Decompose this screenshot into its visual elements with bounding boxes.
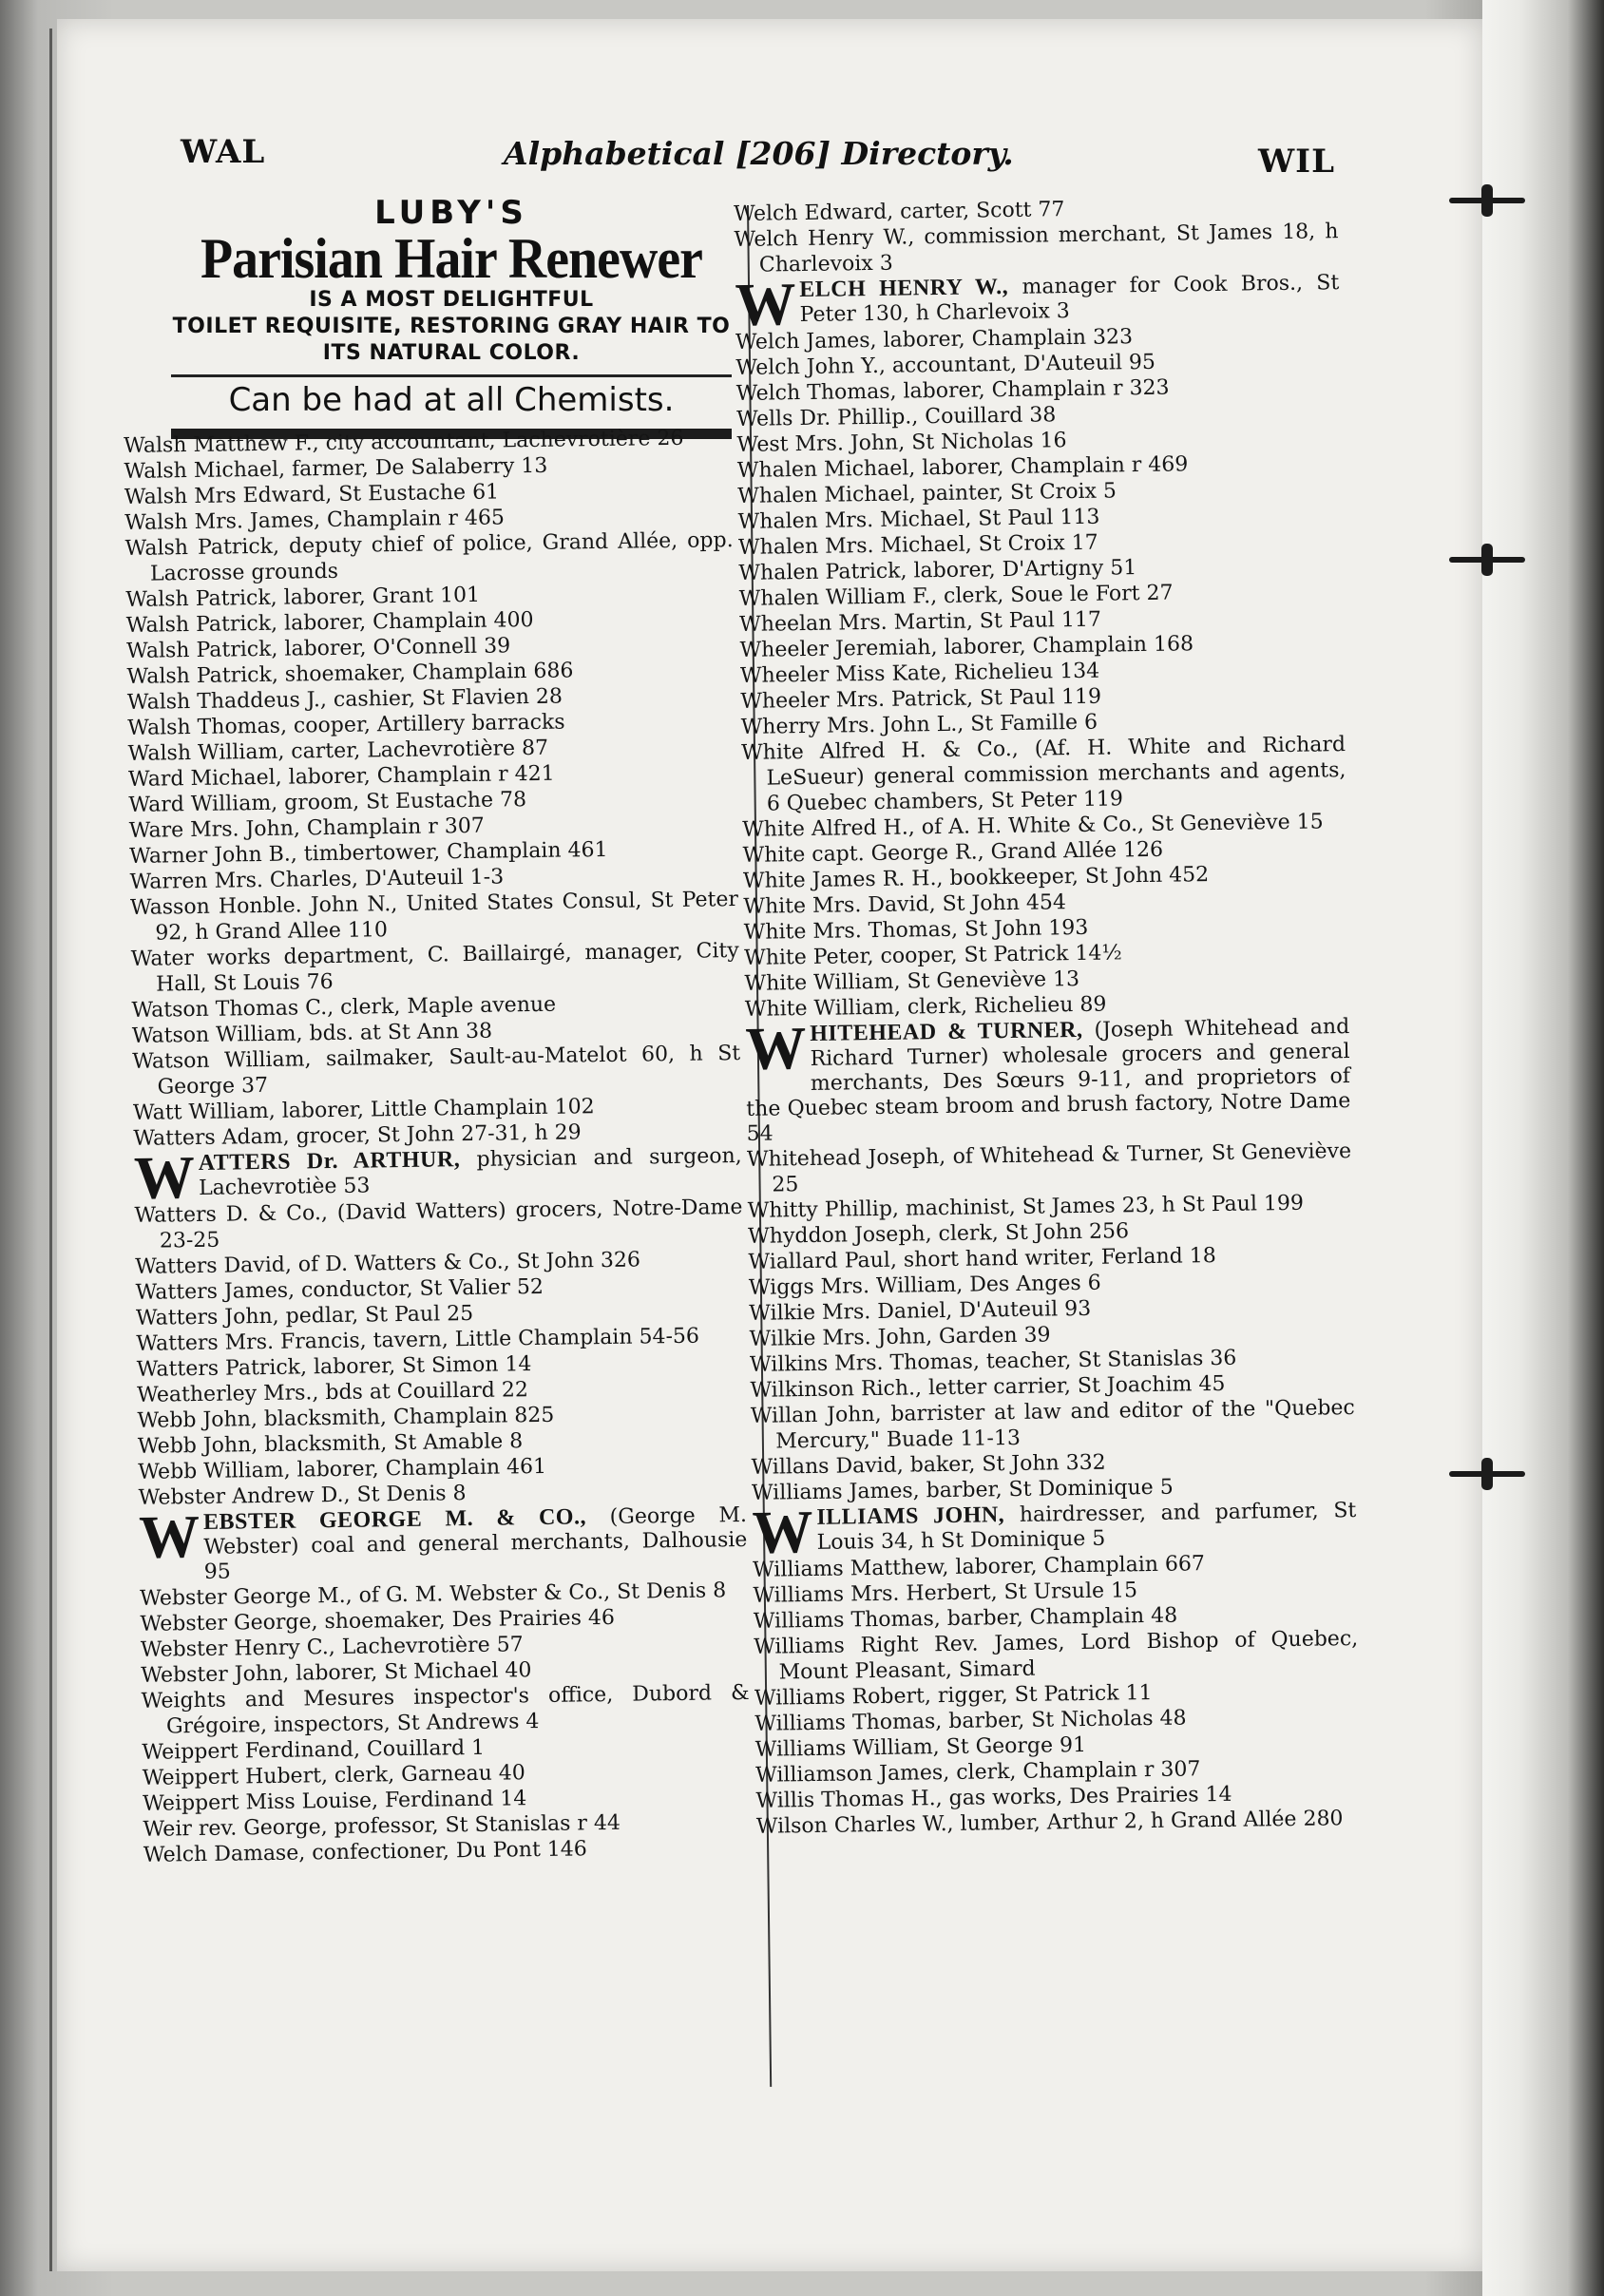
- directory-entry: Wheeler Mrs. Patrick, St Paul 119: [740, 684, 1102, 714]
- directory-entry: Whalen Mrs. Michael, St Paul 113: [737, 505, 1100, 534]
- directory-entry: Webb John, blacksmith, St Amable 8: [137, 1429, 524, 1459]
- directory-entry: Weippert Miss Louise, Ferdinand 14: [142, 1787, 527, 1816]
- directory-entry: Welch Thomas, laborer, Champlain r 323: [735, 375, 1170, 406]
- directory-entry: Watters James, conductor, St Valier 52: [135, 1274, 544, 1305]
- directory-entry: Walsh William, carter, Lachevrotière 87: [127, 736, 549, 766]
- directory-entry: Weippert Ferdinand, Couillard 1: [142, 1735, 486, 1765]
- ad-line-1: IS A MOST DELIGHTFUL: [309, 288, 594, 312]
- directory-entry: Williams William, St George 91: [754, 1732, 1087, 1762]
- directory-entry: Wilson Charles W., lumber, Arthur 2, h Grand Allée 280: [755, 1807, 1344, 1839]
- directory-entry: Warren Mrs. Charles, D'Auteuil 1-3: [129, 865, 505, 894]
- directory-entry: Watson Thomas C., clerk, Maple avenue: [131, 992, 557, 1023]
- directory-entry: Welch John Y., accountant, D'Auteuil 95: [735, 350, 1156, 380]
- directory-entry: Williams James, barber, St Dominique 5: [751, 1475, 1174, 1505]
- directory-entry: Whalen Patrick, laborer, D'Artigny 51: [738, 556, 1137, 585]
- directory-entry: Water works department, C. Baillairgé, manager, City Hall, St Louis 76: [130, 939, 739, 997]
- directory-entry: Williams Matthew, laborer, Champlain 667: [752, 1552, 1206, 1582]
- directory-entry: Whitty Phillip, machinist, St James 23, h St Paul 199: [747, 1191, 1305, 1223]
- binder-spine: [1482, 0, 1604, 2296]
- directory-entry: Wasson Honble. John N., United States Consul, St Peter 92, h Grand Allee 110: [129, 888, 739, 946]
- directory-entry: White capt. George R., Grand Allée 126: [742, 837, 1164, 868]
- ad-brand: LUBY'S: [374, 194, 528, 232]
- directory-entry: Wiggs Mrs. William, Des Anges 6: [748, 1271, 1101, 1300]
- directory-entry: Walsh Matthew F., city accountant, Lachevrotière 26: [124, 426, 684, 458]
- directory-entry: Webster George M., of G. M. Webster & Co., St Denis 8: [139, 1578, 727, 1611]
- header-left-index: WAL: [181, 133, 266, 171]
- directory-entry: Walsh Mrs. James, Champlain r 465: [124, 506, 506, 535]
- directory-entry: Williams Robert, rigger, St Patrick 11: [754, 1681, 1153, 1711]
- lead-entry: WHITEHEAD & TURNER, (Joseph Whitehead and Richard Turner) wholesale grocers and general merchants, Des Sœurs 9-11, and proprietors of the Quebec steam broom and brush factory, Notre Dame 54: [744, 1014, 1351, 1146]
- directory-entry: Watters Adam, grocer, St John 27-31, h 29: [133, 1120, 582, 1151]
- directory-entry: Williamson James, clerk, Champlain r 307: [754, 1757, 1201, 1788]
- directory-entry: Wheelan Mrs. Martin, St Paul 117: [739, 607, 1102, 637]
- directory-entry: Welch Edward, carter, Scott 77: [734, 198, 1065, 226]
- directory-entry: Whalen William F., clerk, Soue le Fort 27: [738, 581, 1174, 611]
- directory-entry: Williams Right Rev. James, Lord Bishop of Quebec, Mount Pleasant, Simard: [754, 1626, 1359, 1685]
- lead-entry: WILLIAMS JOHN, hairdresser, and parfumer, St Louis 34, h St Dominique 5: [752, 1497, 1357, 1566]
- right-column: [734, 193, 1361, 1840]
- directory-entry: White William, clerk, Richelieu 89: [744, 992, 1107, 1022]
- directory-entry: White Peter, cooper, St Patrick 14½: [743, 941, 1122, 970]
- directory-entry: Walsh Patrick, laborer, Grant 101: [125, 583, 481, 612]
- directory-entry: White Alfred H., of A. H. White & Co., St Geneviève 15: [742, 810, 1324, 842]
- directory-entry: Wheeler Miss Kate, Richelieu 134: [739, 659, 1100, 688]
- directory-entry: Walsh Thomas, cooper, Artillery barracks: [127, 710, 565, 740]
- directory-entry: Watt William, laborer, Little Champlain 102: [132, 1095, 595, 1125]
- directory-entry: Webster Andrew D., St Denis 8: [138, 1482, 467, 1510]
- directory-entry: Williams Mrs. Herbert, St Ursule 15: [753, 1578, 1138, 1608]
- directory-entry: Wherry Mrs. John L., St Famille 6: [740, 710, 1098, 739]
- header-title: Alphabetical [206] Directory.: [504, 135, 1014, 172]
- directory-entry: Walsh Patrick, laborer, O'Connell 39: [126, 634, 511, 663]
- directory-entry: Williams Thomas, barber, Champlain 48: [753, 1603, 1178, 1634]
- directory-entry: Webster Henry C., Lachevrotière 57: [140, 1633, 524, 1662]
- directory-entry: White William, St Geneviève 13: [744, 966, 1080, 996]
- directory-entry: Whyddon Joseph, clerk, St John 256: [748, 1219, 1130, 1249]
- binder-ring: [1449, 557, 1525, 563]
- directory-entry: Wilkins Mrs. Thomas, teacher, St Stanislas 36: [749, 1346, 1237, 1377]
- lead-entry: WELCH HENRY W., manager for Cook Bros., St Peter 130, h Charlevoix 3: [735, 270, 1340, 338]
- directory-entry: Webster John, laborer, St Michael 40: [141, 1658, 532, 1688]
- lead-entry: WATTERS Dr. ARTHUR, physician and surgeon, Lachevrotièe 53: [133, 1143, 742, 1212]
- directory-entry: Watters David, of D. Watters & Co., St John 326: [135, 1248, 641, 1279]
- directory-entry: Watson William, sailmaker, Sault-au-Matelot 60, h St George 37: [132, 1042, 741, 1100]
- directory-entry: Watters Patrick, laborer, St Simon 14: [136, 1352, 532, 1382]
- directory-entry: White Alfred H. & Co., (Af. H. White and Richard LeSueur) general commission merchants and agents, 6 Quebec chambers, St Peter 119: [740, 733, 1346, 816]
- directory-entry: Wilkie Mrs. John, Garden 39: [749, 1323, 1051, 1351]
- directory-entry: Weir rev. George, professor, St Stanislas r 44: [143, 1810, 621, 1842]
- directory-entry: Welch Henry W., commission merchant, St James 18, h Charlevoix 3: [734, 220, 1339, 277]
- directory-entry: Willan John, barrister at law and editor of the "Quebec Mercury," Buade 11-13: [750, 1395, 1355, 1454]
- directory-entry: Willans David, baker, St John 332: [751, 1450, 1106, 1480]
- ad-line-2: TOILET REQUISITE, RESTORING GRAY HAIR TO: [172, 315, 731, 338]
- directory-entry: Wiallard Paul, short hand writer, Ferland 18: [748, 1244, 1216, 1274]
- directory-entry: Walsh Patrick, deputy chief of police, Grand Allée, opp. Lacrosse grounds: [124, 528, 734, 586]
- page-header: [181, 133, 1335, 190]
- directory-entry: Walsh Thaddeus J., cashier, St Flavien 28: [126, 684, 563, 715]
- directory-entry: White Mrs. David, St John 454: [743, 890, 1067, 919]
- directory-entry: Watters D. & Co., (David Watters) grocers, Notre-Dame 23-25: [134, 1195, 743, 1253]
- directory-entry: Ware Mrs. John, Champlain r 307: [128, 813, 485, 843]
- directory-entry: Weights and Mesures inspector's office, Dubord & Grégoire, inspectors, St Andrews 4: [141, 1680, 750, 1739]
- header-right-index: WIL: [1258, 143, 1335, 181]
- ad-line-4: Can be had at all Chemists.: [171, 374, 732, 419]
- directory-entry: Walsh Mrs Edward, St Eustache 61: [124, 480, 500, 509]
- directory-entry: Walsh Michael, farmer, De Salaberry 13: [124, 453, 548, 484]
- directory-entry: Wilkinson Rich., letter carrier, St Joachim 45: [750, 1371, 1226, 1403]
- directory-entry: Whalen Mrs. Michael, St Croix 17: [737, 530, 1098, 560]
- directory-entry: Welch Damase, confectioner, Du Pont 146: [143, 1837, 587, 1867]
- directory-entry: Welch James, laborer, Champlain 323: [735, 325, 1134, 354]
- directory-entry: White Mrs. Thomas, St John 193: [743, 915, 1089, 945]
- directory-entry: Whitehead Joseph, of Whitehead & Turner, St Geneviève 25: [746, 1139, 1352, 1197]
- advertisement: [171, 196, 732, 439]
- directory-entry: Wilkie Mrs. Daniel, D'Auteuil 93: [749, 1296, 1092, 1326]
- directory-entry: Walsh Patrick, laborer, Champlain 400: [125, 607, 534, 638]
- directory-entry: White James R. H., bookkeeper, St John 452: [742, 863, 1210, 893]
- directory-entry: Warner John B., timbertower, Champlain 461: [129, 837, 608, 869]
- directory-entry: Watters John, pedlar, St Paul 25: [135, 1301, 474, 1330]
- directory-entry: Webb John, blacksmith, Champlain 825: [137, 1403, 555, 1433]
- directory-entry: Wheeler Jeremiah, laborer, Champlain 168: [739, 632, 1194, 662]
- directory-entry: Ward Michael, laborer, Champlain r 421: [127, 761, 555, 792]
- directory-entry: Whalen Michael, laborer, Champlain r 469: [736, 452, 1189, 483]
- directory-entry: Weippert Hubert, clerk, Garneau 40: [142, 1761, 525, 1790]
- directory-entry: Webster George, shoemaker, Des Prairies 46: [140, 1605, 616, 1636]
- ad-line-3: ITS NATURAL COLOR.: [322, 341, 581, 365]
- directory-entry: West Mrs. John, St Nicholas 16: [736, 429, 1067, 457]
- ad-title: Parisian Hair Renewer: [200, 227, 703, 290]
- directory-entry: Ward William, groom, St Eustache 78: [128, 788, 527, 817]
- directory-entry: Wells Dr. Phillip., Couillard 38: [736, 403, 1057, 431]
- left-column: [124, 425, 752, 1868]
- directory-entry: Weatherley Mrs., bds at Couillard 22: [136, 1378, 529, 1407]
- directory-entry: Whalen Michael, painter, St Croix 5: [737, 479, 1117, 508]
- directory-entry: Webb William, laborer, Champlain 461: [138, 1454, 547, 1484]
- directory-entry: Willis Thomas H., gas works, Des Prairies 14: [755, 1782, 1232, 1813]
- binder-ring: [1449, 198, 1525, 203]
- directory-entry: Walsh Patrick, shoemaker, Champlain 686: [126, 659, 574, 689]
- page-edge: [49, 29, 52, 2271]
- directory-entry: Williams Thomas, barber, St Nicholas 48: [754, 1706, 1187, 1736]
- directory-entry: Watters Mrs. Francis, tavern, Little Champlain 54-56: [136, 1324, 700, 1356]
- lead-entry: WEBSTER GEORGE M. & CO., (George M. Webster) coal and general merchants, Dalhousie 95: [138, 1502, 748, 1584]
- binder-ring: [1449, 1471, 1525, 1477]
- directory-entry: Watson William, bds. at St Ann 38: [131, 1019, 493, 1048]
